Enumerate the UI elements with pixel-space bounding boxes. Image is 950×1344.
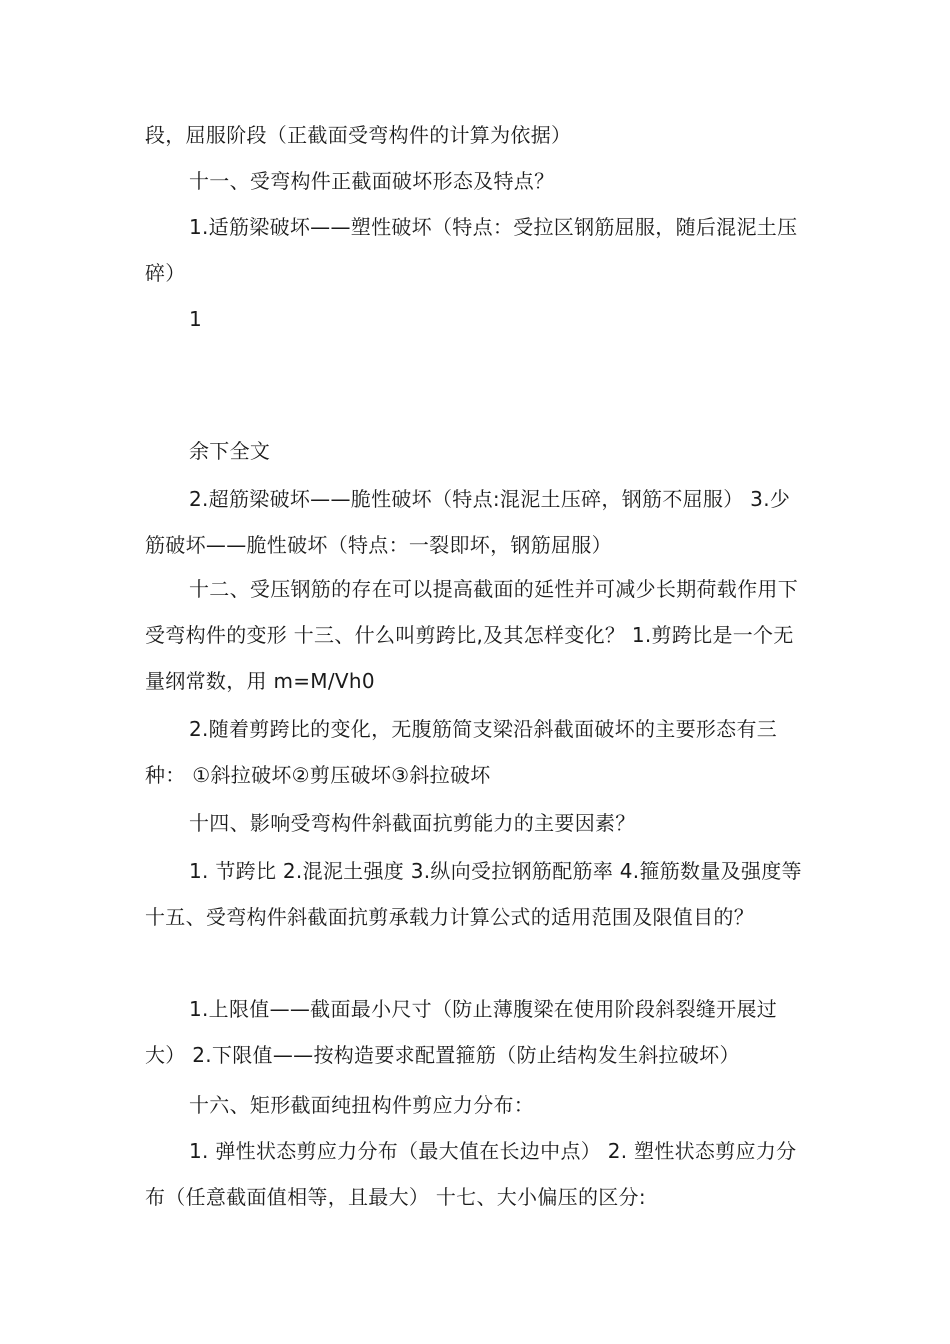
- paragraph-fifteen-limits: 1.上限值——截面最小尺寸（防止薄腹梁在使用阶段斜裂缝开展过大） 2.下限值——按构造要求配置箍筋（防止结构发生斜拉破坏）: [145, 997, 778, 1067]
- paragraph-eleven-2-3: 2.超筋梁破坏——脆性破坏（特点:混泥土压碎，钢筋不屈服） 3.少筋破坏——脆性破坏（特点：一裂即坏，钢筋屈服）: [145, 487, 791, 557]
- paragraph-continuation: 段，屈服阶段（正截面受弯构件的计算为依据）: [145, 123, 572, 147]
- page-number: 1: [189, 307, 203, 331]
- paragraph-thirteen-2: 2.随着剪跨比的变化，无腹筋简支梁沿斜截面破坏的主要形态有三种： ①斜拉破坏②剪压破坏③斜拉破坏: [145, 717, 778, 787]
- heading-eleven: 十一、受弯构件正截面破坏形态及特点？: [189, 169, 555, 193]
- heading-sixteen: 十六、矩形截面纯扭构件剪应力分布：: [189, 1093, 535, 1117]
- paragraph-twelve-thirteen: 十二、受压钢筋的存在可以提高截面的延性并可减少长期荷载作用下受弯构件的变形 十三、什么叫剪跨比,及其怎样变化？ 1.剪跨比是一个无量纲常数，用 m=M/Vh0: [145, 577, 798, 693]
- heading-fourteen: 十四、影响受弯构件斜截面抗剪能力的主要因素？: [189, 811, 636, 835]
- paragraph-sixteen-seventeen: 1. 弹性状态剪应力分布（最大值在长边中点） 2. 塑性状态剪应力分布（任意截面值相等，且最大） 十七、大小偏压的区分:: [145, 1139, 797, 1209]
- paragraph-eleven-1: 1.适筋梁破坏——塑性破坏（特点：受拉区钢筋屈服，随后混泥土压碎）: [145, 215, 798, 285]
- read-more-link[interactable]: 余下全文: [189, 439, 271, 463]
- paragraph-fourteen-fifteen: 1. 节跨比 2.混泥土强度 3.纵向受拉钢筋配筋率 4.箍筋数量及强度等 十五、受弯构件斜截面抗剪承载力计算公式的适用范围及限值目的？: [145, 859, 802, 929]
